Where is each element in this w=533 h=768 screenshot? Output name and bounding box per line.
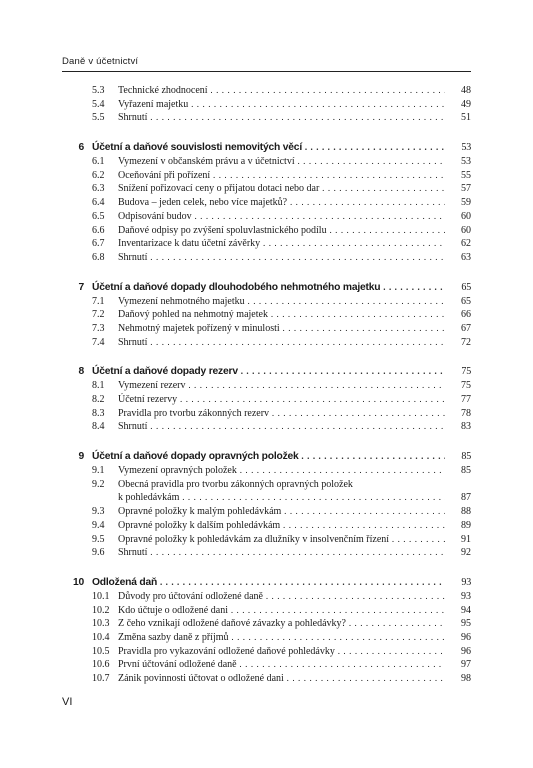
section-title: Snížení pořizovací ceny o přijatou dotaci nebo dar . . . — [118, 182, 445, 196]
section-title: Účetní rezervy . . . — [118, 393, 445, 407]
chapter-page: 85 — [461, 451, 471, 463]
section-number: 8.1 — [92, 380, 105, 392]
chapter-title: Účetní a daňové souvislosti nemovitých věcí . . . — [92, 140, 445, 155]
section-number: 9.1 — [92, 465, 105, 477]
section-title: Budova – jeden celek, nebo více majetků? . . . — [118, 196, 445, 210]
section-title: Opravné položky k dalším pohledávkám . . . — [118, 519, 445, 533]
section-entry[interactable] — [62, 617, 471, 631]
section-number: 5.4 — [92, 98, 105, 110]
section-page: 62 — [461, 238, 471, 250]
section-entry[interactable] — [62, 196, 471, 210]
toc-chapter — [62, 449, 471, 560]
section-page: 87 — [461, 492, 471, 504]
chapter-entry[interactable] — [62, 575, 471, 590]
chapter-title: Odložená daň . . . — [92, 575, 445, 590]
section-number: 7.2 — [92, 309, 105, 321]
section-title: Shrnutí . . . — [118, 420, 445, 434]
chapter-number: 10 — [72, 576, 84, 588]
section-number: 7.4 — [92, 336, 105, 348]
section-number: 9.3 — [92, 506, 105, 518]
section-title: Shrnutí . . . — [118, 336, 445, 350]
section-entry[interactable] — [62, 295, 471, 309]
section-entry[interactable] — [62, 322, 471, 336]
section-entry[interactable] — [62, 505, 471, 519]
section-title: Opravné položky k malým pohledávkám . . . — [118, 505, 445, 519]
section-entry[interactable] — [62, 251, 471, 265]
chapter-number: 9 — [78, 451, 84, 463]
toc-chapter — [62, 140, 471, 265]
section-page: 67 — [461, 322, 471, 334]
section-number: 9.4 — [92, 519, 105, 531]
section-page: 92 — [461, 547, 471, 559]
section-title: Vyřazení majetku . . . — [118, 98, 445, 112]
section-entry[interactable] — [62, 590, 471, 604]
section-page: 63 — [461, 251, 471, 263]
section-page: 91 — [461, 533, 471, 545]
section-entry[interactable] — [62, 237, 471, 251]
running-header: Daně v účetnictví — [62, 56, 139, 67]
section-entry[interactable] — [62, 308, 471, 322]
section-title: Inventarizace k datu účetní závěrky . . . — [118, 237, 445, 251]
section-entry[interactable] — [62, 658, 471, 672]
section-number: 6.5 — [92, 210, 105, 222]
header-rule — [62, 71, 471, 72]
section-entry[interactable] — [62, 464, 471, 478]
section-title: Pravidla pro vykazování odložené daňové pohledávky . . . — [118, 645, 445, 659]
section-title: Shrnutí . . . — [118, 546, 445, 560]
section-page: 66 — [461, 309, 471, 321]
section-title: První účtování odložené daně . . . — [118, 658, 445, 672]
section-entry[interactable] — [62, 407, 471, 421]
chapter-entry[interactable] — [62, 280, 471, 295]
section-number: 6.7 — [92, 238, 105, 250]
section-number: 9.2 — [92, 478, 105, 490]
section-entry[interactable] — [62, 98, 471, 112]
chapter-page: 75 — [461, 366, 471, 378]
section-page: 93 — [461, 590, 471, 602]
section-entry[interactable] — [62, 224, 471, 238]
toc-chapter — [62, 575, 471, 686]
chapter-entry[interactable] — [62, 449, 471, 464]
chapter-entry[interactable] — [62, 140, 471, 155]
section-number: 8.3 — [92, 407, 105, 419]
section-title: Vymezení nehmotného majetku . . . — [118, 295, 445, 309]
section-title: Daňové odpisy po zvýšení spoluvlastnického podílu . . . — [118, 224, 445, 238]
toc-chapter — [62, 280, 471, 350]
section-number: 10.4 — [92, 631, 110, 643]
section-entry[interactable] — [62, 420, 471, 434]
section-number: 10.2 — [92, 604, 110, 616]
section-page: 48 — [461, 85, 471, 96]
chapter-title: Účetní a daňové dopady dlouhodobého nehmotného majetku . . . — [92, 280, 445, 295]
section-entry[interactable] — [62, 336, 471, 350]
section-title: Vymezení opravných položek . . . — [118, 464, 445, 478]
chapter-title: Účetní a daňové dopady opravných položek . . . — [92, 449, 445, 464]
chapter-page: 93 — [461, 576, 471, 588]
section-page: 49 — [461, 98, 471, 110]
section-number: 10.3 — [92, 618, 110, 630]
section-entry[interactable] — [62, 519, 471, 533]
section-number: 7.3 — [92, 322, 105, 334]
section-page: 75 — [461, 380, 471, 392]
section-page: 96 — [461, 645, 471, 657]
section-page: 94 — [461, 604, 471, 616]
section-page: 95 — [461, 618, 471, 630]
section-page: 88 — [461, 506, 471, 518]
section-page: 60 — [461, 224, 471, 236]
section-title: Pravidla pro tvorbu zákonných rezerv . . . — [118, 407, 445, 421]
section-number: 6.2 — [92, 169, 105, 181]
section-number: 8.2 — [92, 394, 105, 405]
section-number: 6.1 — [92, 156, 105, 168]
section-number: 5.3 — [92, 85, 105, 96]
chapter-page: 53 — [461, 142, 471, 154]
section-page: 85 — [461, 465, 471, 477]
section-number: 10.7 — [92, 673, 110, 684]
section-page: 55 — [461, 169, 471, 181]
section-number: 5.5 — [92, 112, 105, 124]
section-page: 78 — [461, 407, 471, 419]
chapter-number: 7 — [78, 281, 84, 293]
section-number: 7.1 — [92, 295, 105, 307]
section-page: 83 — [461, 421, 471, 433]
section-number: 6.8 — [92, 251, 105, 263]
section-title: Nehmotný majetek pořízený v minulosti . . . — [118, 322, 445, 336]
section-entry[interactable] — [62, 379, 471, 393]
section-number: 6.3 — [92, 183, 105, 195]
section-entry[interactable] — [62, 155, 471, 169]
toc-chapter — [62, 84, 471, 125]
section-title: Shrnutí . . . — [118, 111, 445, 125]
toc-chapter — [62, 364, 471, 434]
section-title: Vymezení rezerv . . . — [118, 379, 445, 393]
section-title: Důvody pro účtování odložené daně . . . — [118, 590, 445, 604]
section-entry[interactable] — [62, 672, 471, 686]
section-page: 57 — [461, 183, 471, 195]
section-page: 59 — [461, 197, 471, 209]
section-title: Opravné položky k pohledávkám za dlužníky v insolvenčním řízení . . . — [118, 533, 445, 547]
section-page: 89 — [461, 519, 471, 531]
section-number: 10.1 — [92, 590, 110, 602]
section-entry[interactable] — [62, 604, 471, 618]
section-entry[interactable] — [62, 84, 471, 98]
page-number: VI — [62, 696, 73, 708]
section-entry[interactable] — [62, 169, 471, 183]
section-title: Odpisování budov . . . — [118, 210, 445, 224]
section-title: Daňový pohled na nehmotný majetek . . . — [118, 308, 445, 322]
section-page: 53 — [461, 156, 471, 168]
section-title: Vymezení v občanském právu a v účetnictví . . . — [118, 155, 445, 169]
section-number: 9.6 — [92, 547, 105, 559]
section-entry[interactable] — [62, 533, 471, 547]
section-page: 72 — [461, 336, 471, 348]
section-page: 60 — [461, 210, 471, 222]
section-number: 9.5 — [92, 533, 105, 545]
section-number: 8.4 — [92, 421, 105, 433]
section-number: 6.4 — [92, 197, 105, 209]
section-title: Kdo účtuje o odložené dani . . . — [118, 604, 445, 618]
section-page: 65 — [461, 295, 471, 307]
chapter-page: 65 — [461, 281, 471, 293]
section-entry[interactable] — [62, 111, 471, 125]
section-title: Změna sazby daně z příjmů . . . — [118, 631, 445, 645]
section-title: Obecná pravidla pro tvorbu zákonných opravných položek — [118, 478, 353, 490]
section-entry[interactable] — [62, 393, 471, 407]
section-page: 97 — [461, 659, 471, 671]
section-entry[interactable] — [62, 645, 471, 659]
section-title-continuation: k pohledávkám . . . — [118, 491, 445, 505]
section-title: Zánik povinnosti účtovat o odložené dani . . . — [118, 672, 445, 686]
chapter-number: 8 — [78, 366, 84, 378]
chapter-number: 6 — [78, 142, 84, 154]
section-page: 98 — [461, 673, 471, 684]
section-entry[interactable] — [62, 631, 471, 645]
section-page: 77 — [461, 394, 471, 405]
section-title: Oceňování při pořízení . . . — [118, 169, 445, 183]
section-title: Shrnutí . . . — [118, 251, 445, 265]
section-number: 6.6 — [92, 224, 105, 236]
section-entry-continuation[interactable] — [62, 491, 471, 505]
section-entry[interactable] — [62, 182, 471, 196]
section-number: 10.6 — [92, 659, 110, 671]
section-page: 51 — [461, 112, 471, 124]
section-page: 96 — [461, 631, 471, 643]
chapter-entry[interactable] — [62, 364, 471, 379]
section-title: Technické zhodnocení . . . — [118, 84, 445, 98]
section-title: Z čeho vznikají odložené daňové závazky a pohledávky? . . . — [118, 617, 445, 631]
section-entry[interactable] — [62, 546, 471, 560]
chapter-title: Účetní a daňové dopady rezerv . . . — [92, 364, 445, 379]
section-entry[interactable] — [62, 478, 471, 492]
section-number: 10.5 — [92, 645, 110, 657]
table-of-contents — [62, 84, 471, 701]
section-entry[interactable] — [62, 210, 471, 224]
